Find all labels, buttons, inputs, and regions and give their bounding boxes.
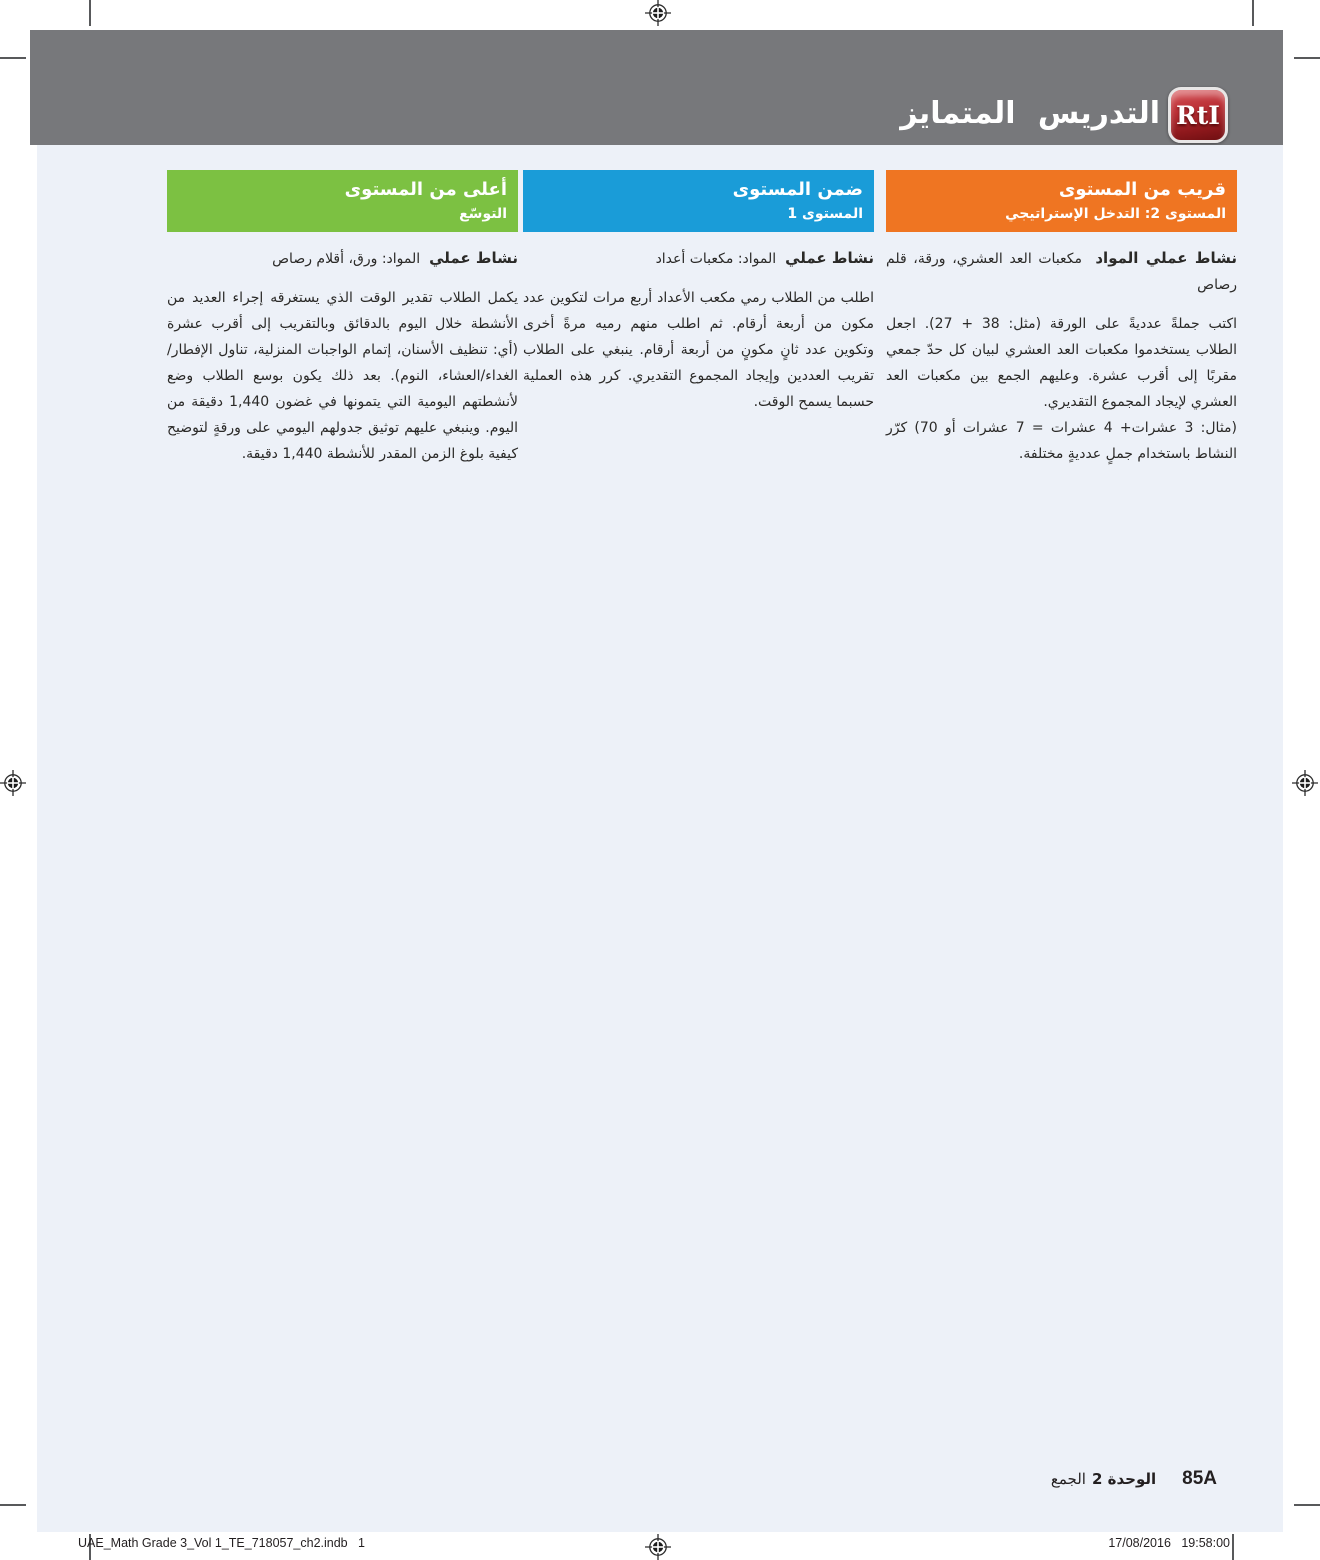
activity-materials-line bbox=[886, 245, 1237, 298]
page-title: التدريس المتمايز bbox=[900, 96, 1160, 131]
print-filename: UAE_Math Grade 3_Vol 1_TE_718057_ch2.indb 1 bbox=[78, 1536, 366, 1550]
print-date: 17/08/2016 bbox=[1108, 1536, 1171, 1550]
activity-label: نشاط عملي المواد bbox=[1095, 249, 1237, 267]
registration-mark-right-icon bbox=[1292, 770, 1318, 796]
materials-text: المواد: مكعبات أعداد bbox=[655, 251, 777, 267]
materials-text: مكعبات العد العشري، ورقة، قلم رصاص bbox=[886, 251, 1237, 293]
column-header bbox=[523, 170, 874, 232]
column-subtitle: المستوى 1 bbox=[787, 206, 863, 222]
crop-mark-top-right bbox=[1252, 0, 1254, 26]
registration-mark-bottom-icon bbox=[645, 1534, 671, 1560]
activity-label: نشاط عملي bbox=[785, 249, 874, 267]
crop-mark-right-top bbox=[1294, 57, 1320, 59]
column-subtitle: التوسّع bbox=[459, 206, 507, 222]
activity-label: نشاط عملي bbox=[429, 249, 518, 267]
crop-mark-left-bottom bbox=[0, 1504, 26, 1506]
print-datetime bbox=[1105, 1536, 1230, 1550]
rti-logo-icon bbox=[1168, 87, 1228, 143]
column-body bbox=[167, 245, 518, 467]
print-time: 19:58:00 bbox=[1181, 1536, 1230, 1550]
materials-text: المواد: ورق، أقلام رصاص bbox=[272, 251, 421, 267]
activity-paragraph: اطلب من الطلاب رمي مكعب الأعداد أربع مرات لتكوين عدد مكون من أربعة أرقام. ثم اطلب منهم رميه مرةً أخرى وتكوين عدد ثانٍ مكونٍ من أربعة أرقام. ينبغي على الطلاب تقريب العددين وإيجاد المجموع التقديري. كرر هذه العملية حسبما يسمح الوقت. bbox=[523, 290, 874, 410]
column-above-level bbox=[167, 170, 518, 467]
column-header bbox=[167, 170, 518, 232]
page-footer bbox=[967, 1468, 1217, 1490]
activity-paragraph: (مثال: 3 عشرات+ 4 عشرات = 7 عشرات أو 70) كرّر النشاط باستخدام جملٍ عدديةٍ مختلفة. bbox=[886, 420, 1238, 462]
activity-paragraph: اكتب جملةً عدديةً على الورقة (مثل: 38 + 27). اجعل الطلاب يستخدموا مكعبات العد العشري لبيان كل حدّ جمعي مقربًا إلى أقرب عشرة. وعليهم الجمع بين مكعبات العد العشري لإيجاد المجموع التقديري. bbox=[886, 316, 1237, 410]
crop-mark-bottom-right bbox=[1232, 1534, 1234, 1560]
crop-mark-right-bottom bbox=[1294, 1504, 1320, 1506]
column-approaching-level bbox=[886, 170, 1237, 467]
registration-mark-left-icon bbox=[0, 770, 26, 796]
chapter-label: الجمع bbox=[1050, 1470, 1086, 1488]
column-body bbox=[886, 245, 1237, 467]
page-number: 85A bbox=[1182, 1468, 1217, 1489]
column-body bbox=[523, 245, 874, 415]
column-subtitle: المستوى 2: التدخل الإستراتيجي bbox=[1005, 206, 1226, 222]
unit-label: الوحدة 2 bbox=[1091, 1470, 1157, 1488]
crop-mark-top-left bbox=[89, 0, 91, 26]
column-title: ضمن المستوى bbox=[732, 179, 863, 200]
rti-logo-text: RtI bbox=[1175, 100, 1221, 130]
column-on-level bbox=[523, 170, 874, 415]
activity-materials-line bbox=[167, 245, 518, 272]
activity-paragraph: يكمل الطلاب تقدير الوقت الذي يستغرقه إجراء العديد من الأنشطة خلال اليوم بالدقائق وبالتقريب إلى أقرب عشرة (أي: تنظيف الأسنان، إتمام الواجبات المنزلية، تناول الإفطار/الغداء/العشاء، النوم). بعد ذلك يكون بوسع الطلاب وضع لأنشطتهم اليومية التي يتمونها في غضون 1,440 دقيقة من اليوم. وينبغي عليهم توثيق جدولهم اليومي على ورقةٍ لتوضيح كيفية بلوغ الزمن المقدر للأنشطة 1,440 دقيقة. bbox=[167, 290, 519, 462]
column-title: قريب من المستوى bbox=[1058, 179, 1226, 200]
activity-materials-line bbox=[523, 245, 874, 272]
column-title: أعلى من المستوى bbox=[344, 179, 507, 200]
registration-mark-top-icon bbox=[645, 0, 671, 26]
crop-mark-left-top bbox=[0, 57, 26, 59]
column-header bbox=[886, 170, 1237, 232]
